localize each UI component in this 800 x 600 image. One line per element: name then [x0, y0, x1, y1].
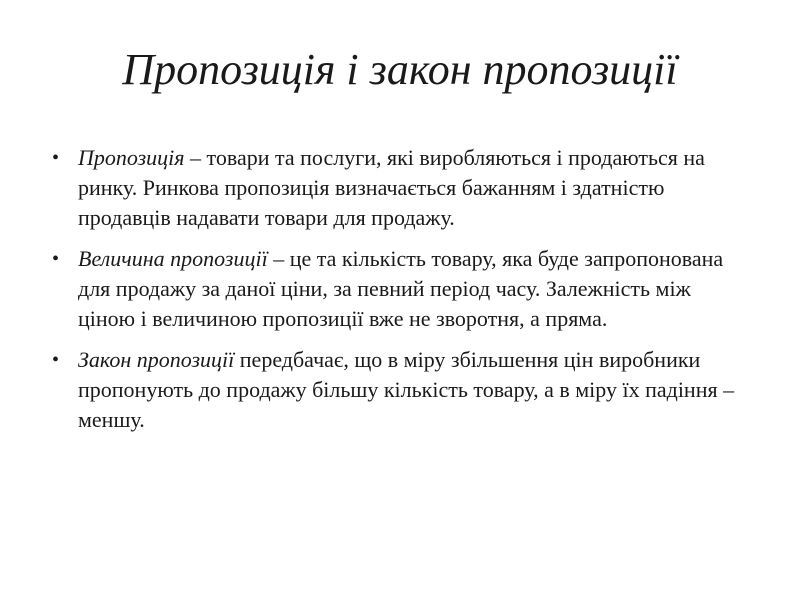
bullet-item-law-of-supply [50, 345, 750, 435]
bullet-term: Пропозиція [78, 145, 185, 170]
slide-title: Пропозиція і закон пропозиції [122, 45, 678, 94]
bullet-item-supply-quantity [50, 244, 750, 334]
bullet-dot-icon: • [52, 349, 60, 371]
bullet-term: Закон пропозиції [78, 347, 235, 372]
bullet-list [50, 143, 750, 446]
bullet-text: передбачає, що в міру збільшення цін виробники пропонують до продажу більшу кількість товару, а в міру їх падіння – меншу. [78, 347, 735, 432]
bullet-dot-icon: • [52, 248, 60, 270]
bullet-text: – товари та послуги, які виробляються і продаються на ринку. Ринкова пропозиція визначається бажанням і здатністю продавців надавати товари для продажу. [78, 145, 705, 230]
bullet-item-supply [50, 143, 750, 233]
bullet-text: – це та кількість товару, яка буде запропонована для продажу за даної ціни, за певний період часу. Залежність між ціною і величиною пропозиції вже не зворотня, а пряма. [78, 246, 724, 331]
bullet-term: Величина пропозиції [78, 246, 268, 271]
bullet-dot-icon: • [52, 147, 60, 169]
